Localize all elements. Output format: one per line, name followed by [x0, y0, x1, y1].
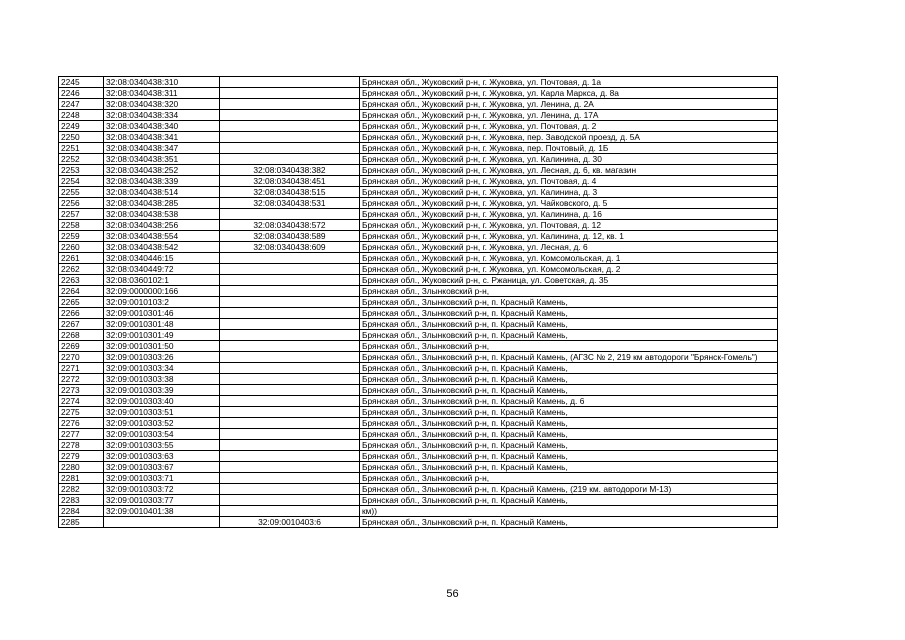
- cadastral-number-cell: 32:09:0010303:40: [104, 396, 220, 407]
- cadastral-number-cell: 32:08:0340438:256: [104, 220, 220, 231]
- cadastral-number-alt-cell: 32:08:0340438:589: [220, 231, 360, 242]
- table-row: [59, 253, 778, 264]
- cadastral-number-alt-cell: [220, 506, 360, 517]
- cadastral-number-alt-cell: [220, 407, 360, 418]
- address-cell: Брянская обл., Злынковский р-н, п. Красный Камень,: [360, 418, 778, 429]
- row-number-cell: 2255: [59, 187, 104, 198]
- cadastral-number-alt-cell: [220, 264, 360, 275]
- table-row: [59, 176, 778, 187]
- address-cell: Брянская обл., Жуковский р-н, с. Ржаница, ул. Советская, д. 35: [360, 275, 778, 286]
- cadastral-number-alt-cell: [220, 385, 360, 396]
- address-cell: км)): [360, 506, 778, 517]
- table-row: [59, 440, 778, 451]
- cadastral-number-cell: 32:09:0010303:54: [104, 429, 220, 440]
- table-row: [59, 121, 778, 132]
- table-row: [59, 418, 778, 429]
- table-row: [59, 132, 778, 143]
- cadastral-number-cell: [104, 517, 220, 528]
- cadastral-number-alt-cell: [220, 286, 360, 297]
- address-cell: Брянская обл., Злынковский р-н, п. Красный Камень,: [360, 451, 778, 462]
- cadastral-number-cell: 32:08:0340438:320: [104, 99, 220, 110]
- cadastral-number-alt-cell: [220, 297, 360, 308]
- address-cell: Брянская обл., Жуковский р-н, г. Жуковка, ул. Почтовая, д. 1а: [360, 77, 778, 88]
- row-number-cell: 2264: [59, 286, 104, 297]
- address-cell: Брянская обл., Жуковский р-н, г. Жуковка, ул. Ленина, д. 17А: [360, 110, 778, 121]
- table-body: [59, 77, 778, 528]
- row-number-cell: 2246: [59, 88, 104, 99]
- table-row: [59, 264, 778, 275]
- cadastral-number-cell: 32:09:0010301:49: [104, 330, 220, 341]
- row-number-cell: 2276: [59, 418, 104, 429]
- cadastral-number-cell: 32:09:0010401:38: [104, 506, 220, 517]
- cadastral-number-alt-cell: 32:08:0340438:572: [220, 220, 360, 231]
- cadastral-number-cell: 32:08:0340438:340: [104, 121, 220, 132]
- table-row: [59, 242, 778, 253]
- cadastral-number-alt-cell: [220, 462, 360, 473]
- table-row: [59, 110, 778, 121]
- address-cell: Брянская обл., Жуковский р-н, г. Жуковка, ул. Лесная, д. 6, кв. магазин: [360, 165, 778, 176]
- cadastral-number-cell: 32:08:0340438:538: [104, 209, 220, 220]
- cadastral-number-cell: 32:08:0340449:72: [104, 264, 220, 275]
- table-row: [59, 352, 778, 363]
- cadastral-number-cell: 32:09:0010303:77: [104, 495, 220, 506]
- table-row: [59, 231, 778, 242]
- address-cell: Брянская обл., Злынковский р-н, п. Красный Камень,: [360, 330, 778, 341]
- cadastral-number-alt-cell: [220, 330, 360, 341]
- address-cell: Брянская обл., Злынковский р-н, п. Красный Камень,: [360, 462, 778, 473]
- row-number-cell: 2263: [59, 275, 104, 286]
- cadastral-number-alt-cell: [220, 341, 360, 352]
- address-cell: Брянская обл., Злынковский р-н, п. Красный Камень,: [360, 385, 778, 396]
- row-number-cell: 2277: [59, 429, 104, 440]
- row-number-cell: 2262: [59, 264, 104, 275]
- cadastral-number-alt-cell: [220, 418, 360, 429]
- cadastral-number-cell: 32:09:0010103:2: [104, 297, 220, 308]
- address-cell: Брянская обл., Злынковский р-н, п. Красный Камень,: [360, 440, 778, 451]
- table-row: [59, 77, 778, 88]
- row-number-cell: 2266: [59, 308, 104, 319]
- row-number-cell: 2260: [59, 242, 104, 253]
- cadastral-number-alt-cell: 32:08:0340438:382: [220, 165, 360, 176]
- address-cell: Брянская обл., Злынковский р-н, п. Красный Камень, д. 6: [360, 396, 778, 407]
- address-cell: Брянская обл., Злынковский р-н, п. Красный Камень,: [360, 407, 778, 418]
- cadastral-number-cell: 32:08:0340446:15: [104, 253, 220, 264]
- cadastral-number-cell: 32:09:0010303:63: [104, 451, 220, 462]
- row-number-cell: 2278: [59, 440, 104, 451]
- row-number-cell: 2257: [59, 209, 104, 220]
- cadastral-table: [58, 76, 778, 528]
- table-row: [59, 154, 778, 165]
- row-number-cell: 2258: [59, 220, 104, 231]
- row-number-cell: 2248: [59, 110, 104, 121]
- cadastral-number-cell: 32:08:0340438:542: [104, 242, 220, 253]
- table-row: [59, 165, 778, 176]
- cadastral-number-cell: 32:09:0010303:38: [104, 374, 220, 385]
- cadastral-number-alt-cell: [220, 440, 360, 451]
- row-number-cell: 2253: [59, 165, 104, 176]
- cadastral-number-cell: 32:08:0340438:311: [104, 88, 220, 99]
- cadastral-number-cell: 32:09:0000000:166: [104, 286, 220, 297]
- cadastral-number-alt-cell: [220, 363, 360, 374]
- cadastral-number-alt-cell: [220, 154, 360, 165]
- table-row: [59, 88, 778, 99]
- address-cell: Брянская обл., Жуковский р-н, г. Жуковка, ул. Калинина, д. 3: [360, 187, 778, 198]
- table-row: [59, 198, 778, 209]
- address-cell: Брянская обл., Жуковский р-н, г. Жуковка, ул. Калинина, д. 16: [360, 209, 778, 220]
- address-cell: Брянская обл., Жуковский р-н, г. Жуковка, ул. Почтовая, д. 4: [360, 176, 778, 187]
- row-number-cell: 2269: [59, 341, 104, 352]
- address-cell: Брянская обл., Жуковский р-н, г. Жуковка, ул. Калинина, д. 12, кв. 1: [360, 231, 778, 242]
- row-number-cell: 2275: [59, 407, 104, 418]
- table-row: [59, 385, 778, 396]
- row-number-cell: 2270: [59, 352, 104, 363]
- address-cell: Брянская обл., Злынковский р-н, п. Красный Камень, (АГЗС № 2, 219 км автодороги "Брянск-Гомель"): [360, 352, 778, 363]
- row-number-cell: 2252: [59, 154, 104, 165]
- cadastral-number-cell: 32:09:0010303:52: [104, 418, 220, 429]
- table-row: [59, 484, 778, 495]
- cadastral-number-cell: 32:09:0010303:71: [104, 473, 220, 484]
- table-row: [59, 308, 778, 319]
- cadastral-number-alt-cell: [220, 429, 360, 440]
- cadastral-number-cell: 32:08:0340438:347: [104, 143, 220, 154]
- address-cell: Брянская обл., Злынковский р-н,: [360, 473, 778, 484]
- address-cell: Брянская обл., Жуковский р-н, г. Жуковка, ул. Комсомольская, д. 2: [360, 264, 778, 275]
- cadastral-number-alt-cell: [220, 88, 360, 99]
- address-cell: Брянская обл., Жуковский р-н, г. Жуковка, ул. Калинина, д. 30: [360, 154, 778, 165]
- table-row: [59, 286, 778, 297]
- row-number-cell: 2284: [59, 506, 104, 517]
- cadastral-number-cell: 32:08:0340438:310: [104, 77, 220, 88]
- table-row: [59, 473, 778, 484]
- address-cell: Брянская обл., Злынковский р-н, п. Красный Камень,: [360, 495, 778, 506]
- address-cell: Брянская обл., Злынковский р-н, п. Красный Камень,: [360, 319, 778, 330]
- cadastral-number-alt-cell: [220, 209, 360, 220]
- row-number-cell: 2254: [59, 176, 104, 187]
- address-cell: Брянская обл., Злынковский р-н, п. Красный Камень,: [360, 517, 778, 528]
- cadastral-number-alt-cell: [220, 121, 360, 132]
- cadastral-number-cell: 32:09:0010301:50: [104, 341, 220, 352]
- cadastral-number-alt-cell: [220, 110, 360, 121]
- row-number-cell: 2265: [59, 297, 104, 308]
- address-cell: Брянская обл., Жуковский р-н, г. Жуковка, ул. Чайковского, д. 5: [360, 198, 778, 209]
- cadastral-number-alt-cell: 32:08:0340438:515: [220, 187, 360, 198]
- cadastral-number-cell: 32:08:0340438:339: [104, 176, 220, 187]
- cadastral-number-cell: 32:09:0010303:51: [104, 407, 220, 418]
- row-number-cell: 2247: [59, 99, 104, 110]
- table-row: [59, 517, 778, 528]
- address-cell: Брянская обл., Злынковский р-н,: [360, 286, 778, 297]
- address-cell: Брянская обл., Жуковский р-н, г. Жуковка, пер. Почтовый, д. 1Б: [360, 143, 778, 154]
- row-number-cell: 2279: [59, 451, 104, 462]
- cadastral-number-alt-cell: [220, 77, 360, 88]
- row-number-cell: 2282: [59, 484, 104, 495]
- cadastral-number-alt-cell: [220, 451, 360, 462]
- row-number-cell: 2272: [59, 374, 104, 385]
- cadastral-number-alt-cell: 32:09:0010403:6: [220, 517, 360, 528]
- table-row: [59, 330, 778, 341]
- row-number-cell: 2283: [59, 495, 104, 506]
- table-row: [59, 275, 778, 286]
- row-number-cell: 2259: [59, 231, 104, 242]
- cadastral-number-cell: 32:08:0340438:554: [104, 231, 220, 242]
- table-row: [59, 143, 778, 154]
- row-number-cell: 2250: [59, 132, 104, 143]
- row-number-cell: 2271: [59, 363, 104, 374]
- cadastral-number-alt-cell: [220, 495, 360, 506]
- cadastral-number-alt-cell: [220, 132, 360, 143]
- cadastral-number-cell: 32:08:0360102:1: [104, 275, 220, 286]
- table-row: [59, 374, 778, 385]
- table-row: [59, 451, 778, 462]
- row-number-cell: 2245: [59, 77, 104, 88]
- address-cell: Брянская обл., Злынковский р-н,: [360, 341, 778, 352]
- table-row: [59, 363, 778, 374]
- address-cell: Брянская обл., Жуковский р-н, г. Жуковка, ул. Ленина, д. 2А: [360, 99, 778, 110]
- table-row: [59, 187, 778, 198]
- cadastral-number-cell: 32:08:0340438:285: [104, 198, 220, 209]
- cadastral-number-alt-cell: 32:08:0340438:451: [220, 176, 360, 187]
- row-number-cell: 2261: [59, 253, 104, 264]
- table-row: [59, 209, 778, 220]
- cadastral-number-alt-cell: [220, 308, 360, 319]
- address-cell: Брянская обл., Злынковский р-н, п. Красный Камень,: [360, 363, 778, 374]
- address-cell: Брянская обл., Жуковский р-н, г. Жуковка, ул. Почтовая, д. 2: [360, 121, 778, 132]
- cadastral-number-alt-cell: 32:08:0340438:531: [220, 198, 360, 209]
- cadastral-number-alt-cell: [220, 396, 360, 407]
- cadastral-number-alt-cell: 32:08:0340438:609: [220, 242, 360, 253]
- table-row: [59, 319, 778, 330]
- table-row: [59, 297, 778, 308]
- cadastral-number-alt-cell: [220, 253, 360, 264]
- row-number-cell: 2251: [59, 143, 104, 154]
- address-cell: Брянская обл., Злынковский р-н, п. Красный Камень,: [360, 297, 778, 308]
- cadastral-number-cell: 32:09:0010303:72: [104, 484, 220, 495]
- cadastral-number-cell: 32:09:0010303:67: [104, 462, 220, 473]
- row-number-cell: 2249: [59, 121, 104, 132]
- cadastral-number-cell: 32:09:0010303:34: [104, 363, 220, 374]
- cadastral-number-cell: 32:09:0010301:48: [104, 319, 220, 330]
- address-cell: Брянская обл., Жуковский р-н, г. Жуковка, ул. Карла Маркса, д. 8а: [360, 88, 778, 99]
- cadastral-number-cell: 32:09:0010303:39: [104, 385, 220, 396]
- row-number-cell: 2268: [59, 330, 104, 341]
- table-row: [59, 495, 778, 506]
- row-number-cell: 2280: [59, 462, 104, 473]
- table-row: [59, 99, 778, 110]
- cadastral-number-alt-cell: [220, 99, 360, 110]
- table-row: [59, 396, 778, 407]
- address-cell: Брянская обл., Жуковский р-н, г. Жуковка, пер. Заводской проезд, д. 5А: [360, 132, 778, 143]
- row-number-cell: 2256: [59, 198, 104, 209]
- cadastral-number-cell: 32:09:0010301:46: [104, 308, 220, 319]
- table-row: [59, 429, 778, 440]
- cadastral-number-cell: 32:08:0340438:334: [104, 110, 220, 121]
- row-number-cell: 2273: [59, 385, 104, 396]
- table-row: [59, 462, 778, 473]
- cadastral-number-alt-cell: [220, 484, 360, 495]
- cadastral-number-alt-cell: [220, 352, 360, 363]
- address-cell: Брянская обл., Жуковский р-н, г. Жуковка, ул. Лесная, д. 6: [360, 242, 778, 253]
- cadastral-number-cell: 32:09:0010303:55: [104, 440, 220, 451]
- address-cell: Брянская обл., Жуковский р-н, г. Жуковка, ул. Почтовая, д. 12: [360, 220, 778, 231]
- address-cell: Брянская обл., Жуковский р-н, г. Жуковка, ул. Комсомольская, д. 1: [360, 253, 778, 264]
- cadastral-number-cell: 32:08:0340438:252: [104, 165, 220, 176]
- cadastral-number-alt-cell: [220, 143, 360, 154]
- cadastral-number-alt-cell: [220, 319, 360, 330]
- page-number: 56: [446, 588, 459, 600]
- cadastral-number-cell: 32:08:0340438:341: [104, 132, 220, 143]
- row-number-cell: 2274: [59, 396, 104, 407]
- cadastral-number-cell: 32:08:0340438:514: [104, 187, 220, 198]
- cadastral-number-alt-cell: [220, 275, 360, 286]
- address-cell: Брянская обл., Злынковский р-н, п. Красный Камень,: [360, 374, 778, 385]
- cadastral-number-alt-cell: [220, 473, 360, 484]
- cadastral-number-alt-cell: [220, 374, 360, 385]
- table-row: [59, 407, 778, 418]
- cadastral-number-cell: 32:08:0340438:351: [104, 154, 220, 165]
- address-cell: Брянская обл., Злынковский р-н, п. Красный Камень,: [360, 308, 778, 319]
- row-number-cell: 2285: [59, 517, 104, 528]
- address-cell: Брянская обл., Злынковский р-н, п. Красный Камень,: [360, 429, 778, 440]
- table-row: [59, 341, 778, 352]
- table-row: [59, 220, 778, 231]
- row-number-cell: 2281: [59, 473, 104, 484]
- table-row: [59, 506, 778, 517]
- address-cell: Брянская обл., Злынковский р-н, п. Красный Камень, (219 км. автодороги М-13): [360, 484, 778, 495]
- row-number-cell: 2267: [59, 319, 104, 330]
- cadastral-number-cell: 32:09:0010303:26: [104, 352, 220, 363]
